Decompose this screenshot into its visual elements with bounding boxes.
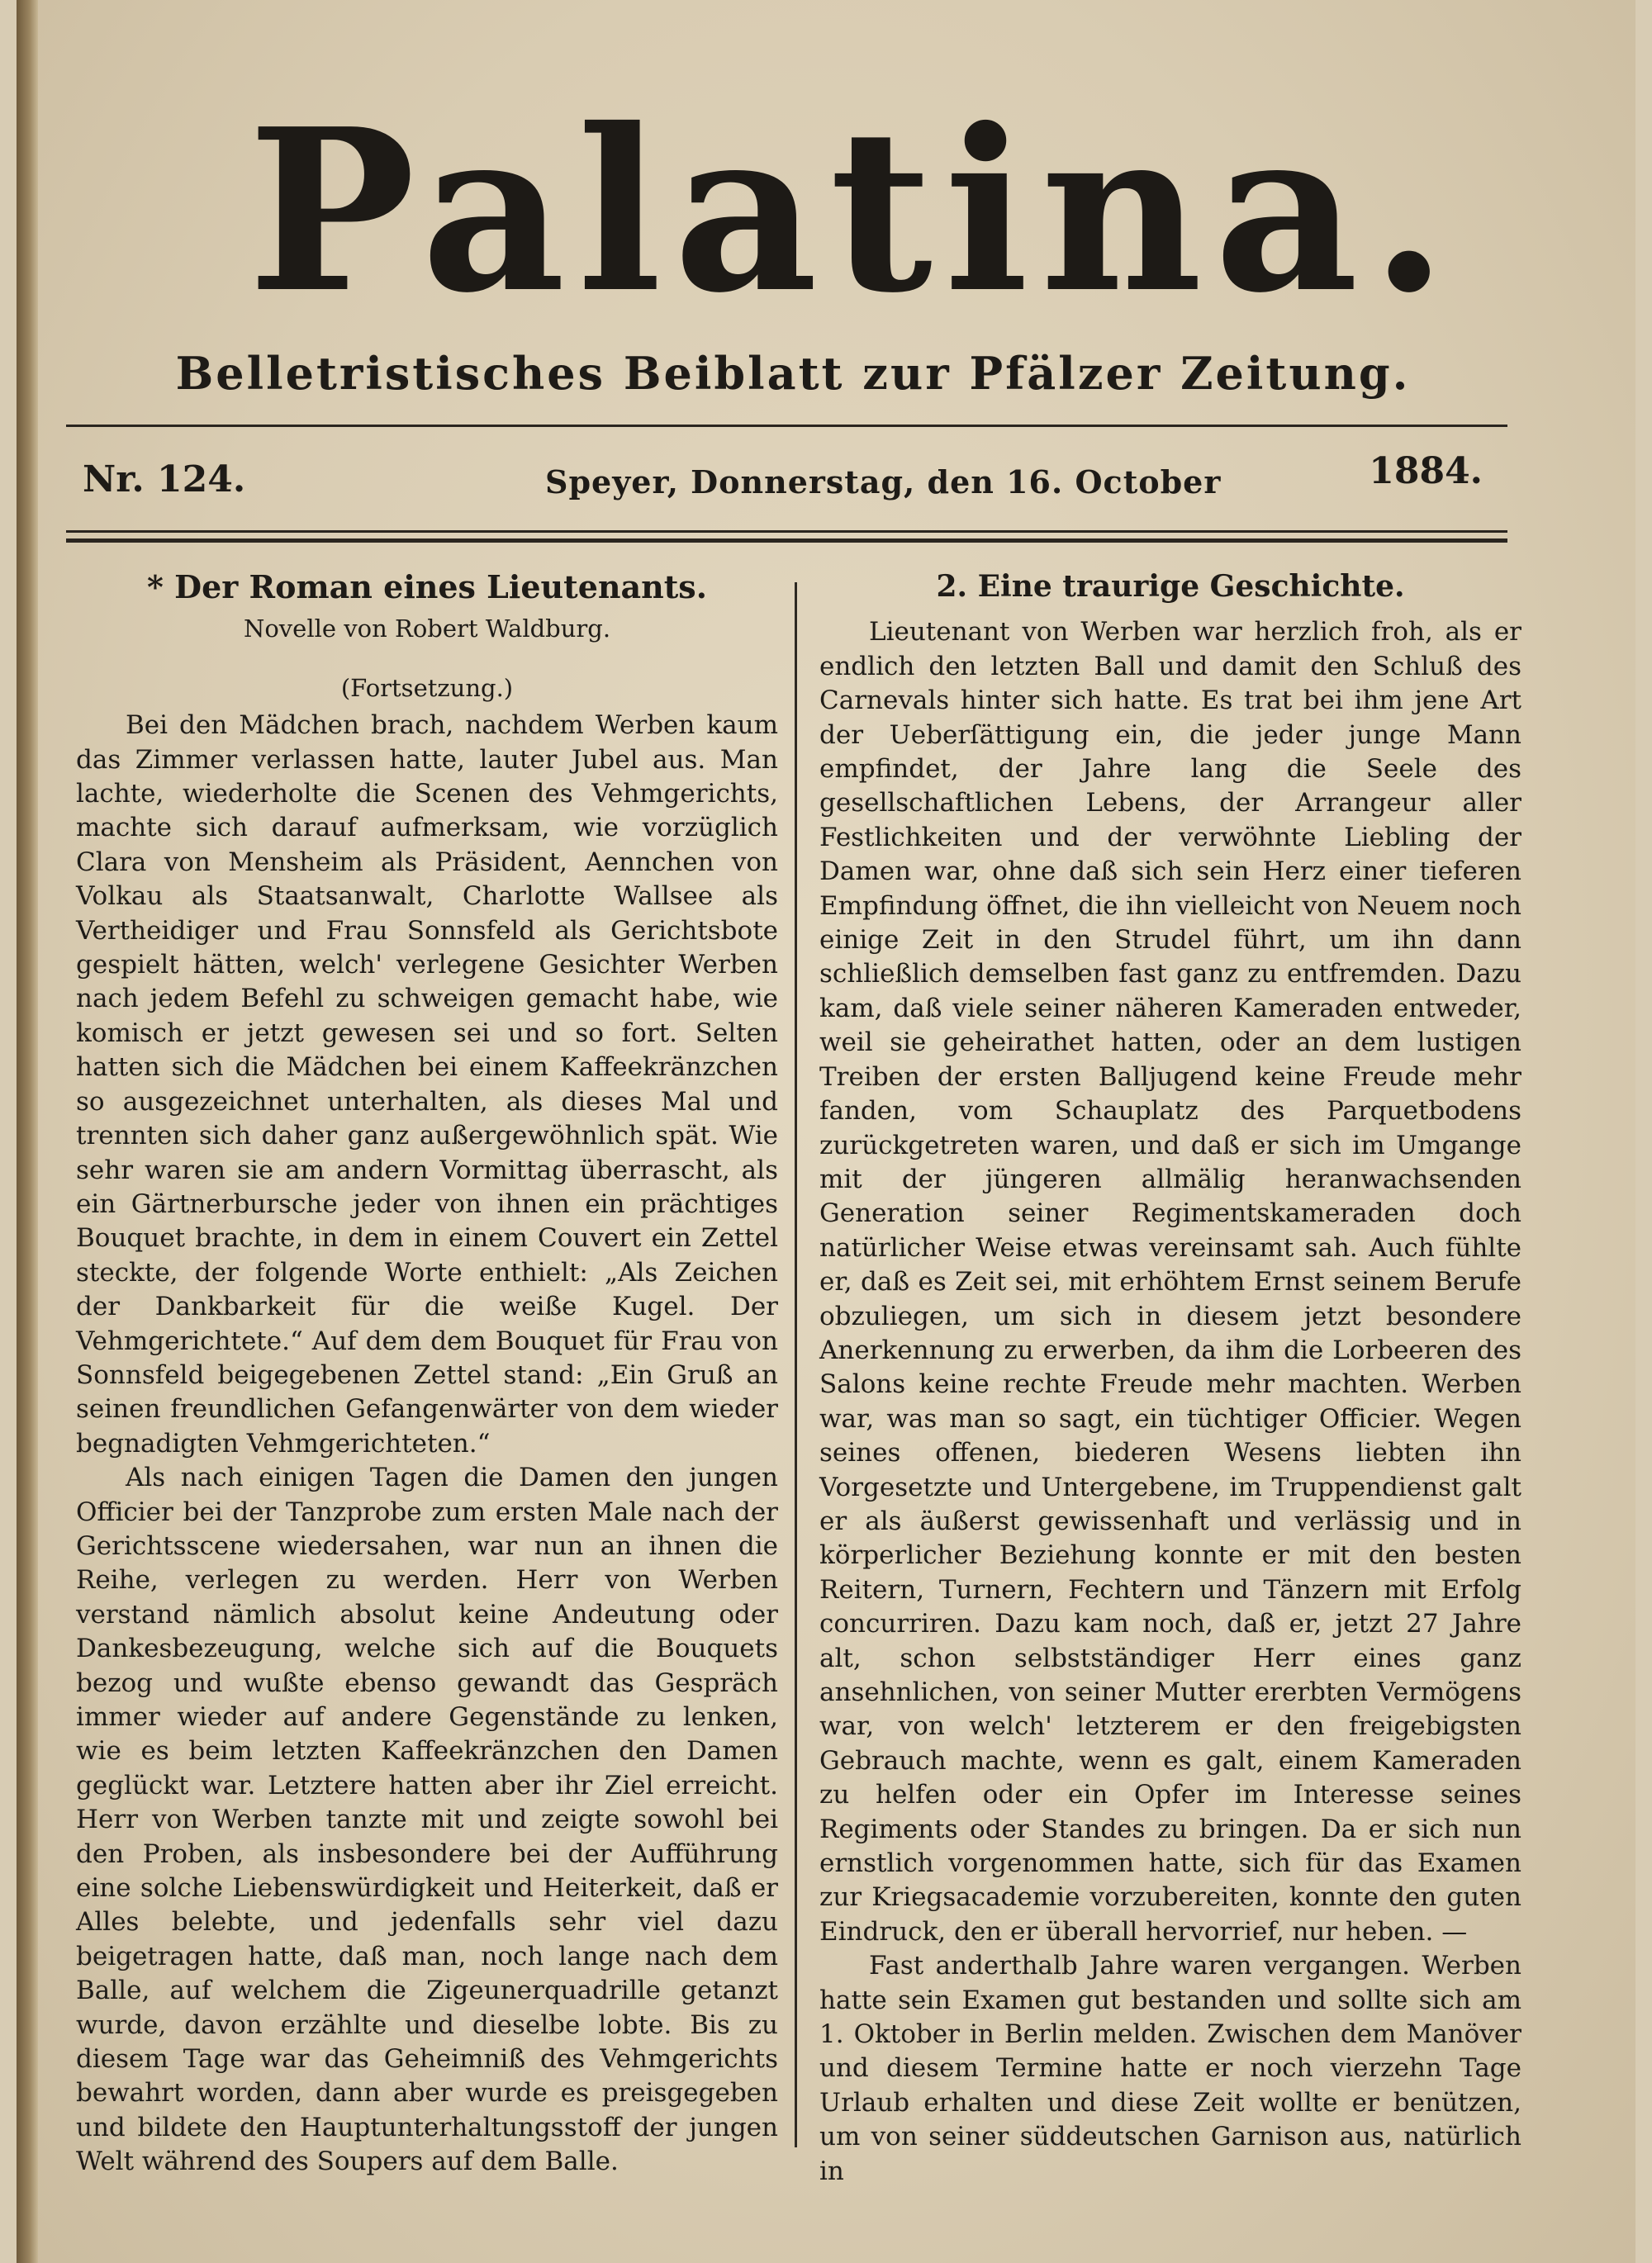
article-paragraph: Bei den Mädchen brach, nachdem Werben kaum das Zimmer verlassen hatte, lauter Jubel aus. Man lachte, wiederholte die Scenen des Vehmgerichts, machte sich darauf aufmerksam, wie vorzüglich Clara von Mensheim als Präsident, Aennchen von Volkau als Staatsanwalt, Charlotte Wallsee als Vertheidiger und Frau Sonnsfeld als Gerichtsbote gespielt hätten, welch' verlegene Gesichter Werben nach jedem Befehl zu schweigen gemacht habe, wie komisch er jetzt gewesen sei und so fort. Selten hatten sich die Mädchen bei einem Kaffeekränzchen so ausgezeichnet unterhalten, als dieses Mal und trennten sich daher ganz außergewöhnlich spät. Wie sehr waren sie am andern Vormittag überrascht, als ein Gärtnerbursche jeder von ihnen ein prächtiges Bouquet brachte, in dem in einem Couvert ein Zettel steckte, der folgende Worte enthielt: „Als Zeichen der Dankbarkeit für die weiße Kugel. Der Vehmgerichtete.“ Auf dem dem Bouquet für Frau von Sonnsfeld beigegebenen Zettel stand: „Ein Gruß an seinen freundlichen Gefangenwärter von dem wieder begnadigten Vehmgerichteten.“	[76, 710, 778, 1459]
article-paragraph: Als nach einigen Tagen die Damen den jungen Officier bei der Tanzprobe zum ersten Male nach der Gerichtsscene wiedersahen, war nun an ihnen die Reihe, verlegen zu werden. Herr von Werben verstand nämlich absolut keine Andeutung oder Dankesbezeugung, welche sich auf die Bouquets bezog und wußte ebenso gewandt das Gespräch immer wieder auf andere Gegenstände zu lenken, wie es beim letzten Kaffeekränzchen den Damen geglückt war. Letztere hatten aber ihr Ziel erreicht. Herr von Werben tanzte mit und zeigte sowohl bei den Proben, als insbesondere bei der Aufführung eine solche Liebenswürdigkeit und Heiterkeit, daß er Alles belebte, und jedenfalls sehr viel dazu beigetragen hatte, daß man, noch lange nach dem Balle, auf welchem die Zigeunerquadrille getanzt wurde, davon erzählte und dieselbe lobte. Bis zu diesem Tage war das Geheimniß des Vehmgerichts bewahrt worden, dann aber wurde es preisgegeben und bildete den Hauptunterhaltungsstoff der jungen Welt während des Soupers auf dem Balle.	[76, 1463, 778, 2177]
newspaper-page	[17, 0, 1635, 2263]
article-byline: Novelle von Robert Waldburg.	[243, 614, 611, 643]
issue-year: 1884.	[1369, 450, 1483, 492]
article-paragraph: Fast anderthalb Jahre waren vergangen. Werben hatte sein Examen gut bestanden und sollte sich am 1. Oktober in Berlin melden. Zwischen dem Manöver und diesem Termine hatte er noch vierzehn Tage Urlaub erhalten und diese Zeit wollte er benützen, um von seiner süddeutschen Garnison aus, natürlich in	[819, 1951, 1521, 2186]
masthead-subtitle: Belletristisches Beiblatt zur Pfälzer Zeitung.	[175, 347, 1411, 400]
chapter-title: 2. Eine traurige Geschichte.	[936, 569, 1405, 604]
header-rule-top	[66, 425, 1507, 427]
right-column	[819, 570, 1521, 2189]
issue-place-date: Speyer, Donnerstag, den 16. October	[545, 463, 1222, 501]
article-title: * Der Roman eines Lieutenants.	[147, 568, 707, 605]
left-column	[76, 570, 778, 2180]
column-divider	[795, 582, 797, 2147]
issue-number: Nr. 124.	[83, 458, 246, 501]
header-rule-bottom-thick	[66, 538, 1507, 543]
article-continuation: (Fortsetzung.)	[340, 673, 514, 702]
issue-line	[66, 450, 1507, 516]
article-paragraph: Lieutenant von Werben war herzlich froh, als er endlich den letzten Ball und damit den Schluß des Carnevals hinter sich hatte. Es trat bei ihm jene Art der Ueberſättigung ein, die jeder junge Mann empfindet, der Jahre lang die Seele des gesellschaftlichen Lebens, der Arrangeur aller Festlichkeiten und der verwöhnte Liebling der Damen war, ohne daß sich sein Herz einer tieferen Empfindung öffnet, die ihn vielleicht von Neuem noch einige Zeit in den Strudel führt, um ihn dann schließlich demselben fast ganz zu entfremden. Dazu kam, daß viele seiner näheren Kameraden entweder, weil sie geheirathet hatten, oder an dem lustigen Treiben der ersten Balljugend keine Freude mehr fanden, vom Schauplatz des Parquetbodens zurückgetreten waren, und daß er sich im Umgange mit der jüngeren allmälig heranwachsenden Generation seiner Regimentskameraden doch natürlicher Weise etwas vereinsamt sah. Auch fühlte er, daß es Zeit sei, mit erhöhtem Ernst seinem Berufe obzuliegen, um sich in diesem jetzt besondere Anerkennung zu erwerben, da ihm die Lorbeeren des Salons keine rechte Freude mehr machten. Werben war, was man so sagt, ein tüchtiger Officier. Wegen seines offenen, biederen Wesens liebten ihn Vorgesetzte und Untergebene, im Truppendienst galt er als äußerst gewissenhaft und verlässig und in körperlicher Beziehung konnte er mit den besten Reitern, Turnern, Fechtern und Tänzern mit Erfolg concurriren. Dazu kam noch, daß er, jetzt 27 Jahre alt, schon selbstständiger Herr eines ganz ansehnlichen, von seiner Mutter ererbten Vermögens war, von welch' letzterem er den freigebigsten Gebrauch machte, wenn es galt, einem Kameraden zu helfen oder ein Opfer im Interesse seines Regiments oder Standes zu bringen. Da er sich nun ernstlich vorgenommen hatte, sich für das Examen zur Kriegsacademie vorzubereiten, konnte den guten Eindruck, den er überall hervorrief, nur heben. —	[819, 617, 1521, 1947]
masthead-title: Palatina.	[248, 79, 1460, 342]
header-rule-bottom-thin	[66, 530, 1507, 533]
book-binding-edge	[17, 0, 38, 2263]
